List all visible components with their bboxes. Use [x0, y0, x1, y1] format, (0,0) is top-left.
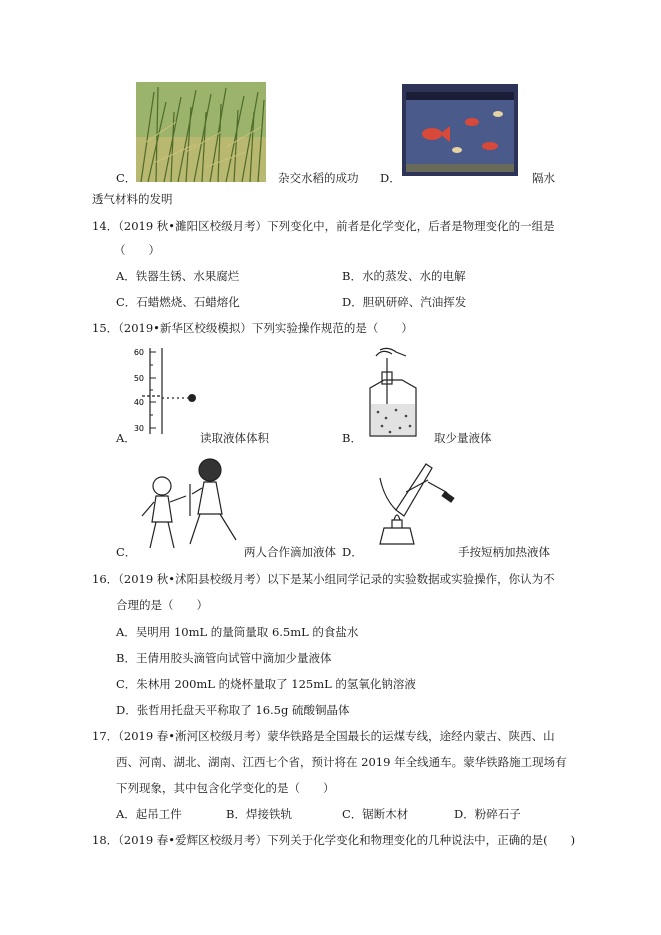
- q15-option-b-text: 取少量液体: [434, 431, 492, 445]
- q16-stem-line-1: 16．（2019 秋•沭阳县校级月考）以下是某小组同学记录的实验数据或实验操作，你认为不: [92, 572, 555, 586]
- q14-option-b: B．水的蒸发、水的电解: [342, 269, 466, 283]
- q14-option-d: D．胆矾研碎、汽油挥发: [342, 295, 467, 309]
- q13-option-c-letter: C．: [116, 171, 137, 185]
- q17-stem-line-1: 17．（2019 春•淅河区校级月考）蒙华铁路是全国最长的运煤专线，途经内蒙古、陕西、山: [92, 729, 555, 743]
- q17-option-d: D．粉碎石子: [454, 807, 521, 821]
- q15-option-d-text: 手按短柄加热液体: [458, 545, 550, 559]
- rice-field-image: [136, 82, 266, 182]
- q16-stem-line-2: 合理的是（ ）: [116, 598, 208, 612]
- q14-option-c: C．石蜡燃烧、石蜡熔化: [116, 295, 240, 309]
- q14-blank: （ ）: [114, 243, 160, 257]
- q17-option-c: C．锯断木材: [342, 807, 409, 821]
- q16-option-c: C．朱林用 200mL 的烧杯量取了 125mL 的氢氧化钠溶液: [116, 677, 416, 691]
- cylinder-tick-30: 30: [133, 424, 144, 433]
- cylinder-tick-60: 60: [133, 348, 144, 357]
- q17-stem-line-2: 西、河南、湖北、湖南、江西七个省，预计将在 2019 年全线通车。蒙华铁路施工现场有: [116, 755, 567, 769]
- aquarium-image: [402, 84, 518, 176]
- q15-option-b-letter: B．: [342, 431, 362, 445]
- q17-option-b: B．焊接铁轨: [226, 807, 292, 821]
- q13-option-d-text-1: 隔水: [532, 171, 555, 185]
- q15-option-a-text: 读取液体体积: [200, 431, 269, 445]
- q17-option-a: A．起吊工件: [116, 807, 182, 821]
- cylinder-tick-40: 40: [133, 398, 144, 407]
- dropper-bottle-figure: [362, 346, 434, 438]
- q16-option-a: A．吴明用 10mL 的量筒量取 6.5mL 的食盐水: [116, 625, 359, 639]
- q15-option-c-text: 两人合作滴加液体: [244, 545, 336, 559]
- q15-stem: 15．（2019•新华区校级模拟）下列实验操作规范的是（ ）: [92, 321, 413, 335]
- q14-option-a: A．铁器生锈、水果腐烂: [116, 269, 240, 283]
- q15-option-d-letter: D．: [342, 545, 363, 559]
- q13-option-d-letter: D．: [380, 171, 401, 185]
- q13-option-c-text: 杂交水稻的成功: [278, 171, 359, 185]
- heating-test-tube-figure: [366, 458, 456, 550]
- q16-option-d: D．张哲用托盘天平称取了 16.5g 硫酸铜晶体: [116, 703, 350, 717]
- q13-option-d-text-2: 透气材料的发明: [92, 192, 173, 206]
- q15-option-a-letter: A．: [116, 431, 136, 445]
- q18-stem: 18．（2019 春•爱辉区校级月考）下列关于化学变化和物理变化的几种说法中，正确的是( ): [92, 833, 576, 847]
- graduated-cylinder-figure: [128, 344, 200, 436]
- cylinder-tick-50: 50: [133, 374, 144, 383]
- q14-stem: 14．（2019 秋•濉阳区校级月考）下列变化中，前者是化学变化，后者是物理变化的一组是: [92, 219, 555, 233]
- two-people-dropping-figure: [136, 456, 244, 552]
- q15-option-c-letter: C．: [116, 545, 137, 559]
- q17-stem-line-3: 下列现象，其中包含化学变化的是（ ）: [116, 781, 335, 795]
- q16-option-b: B．王倩用胶头滴管向试管中滴加少量液体: [116, 651, 332, 665]
